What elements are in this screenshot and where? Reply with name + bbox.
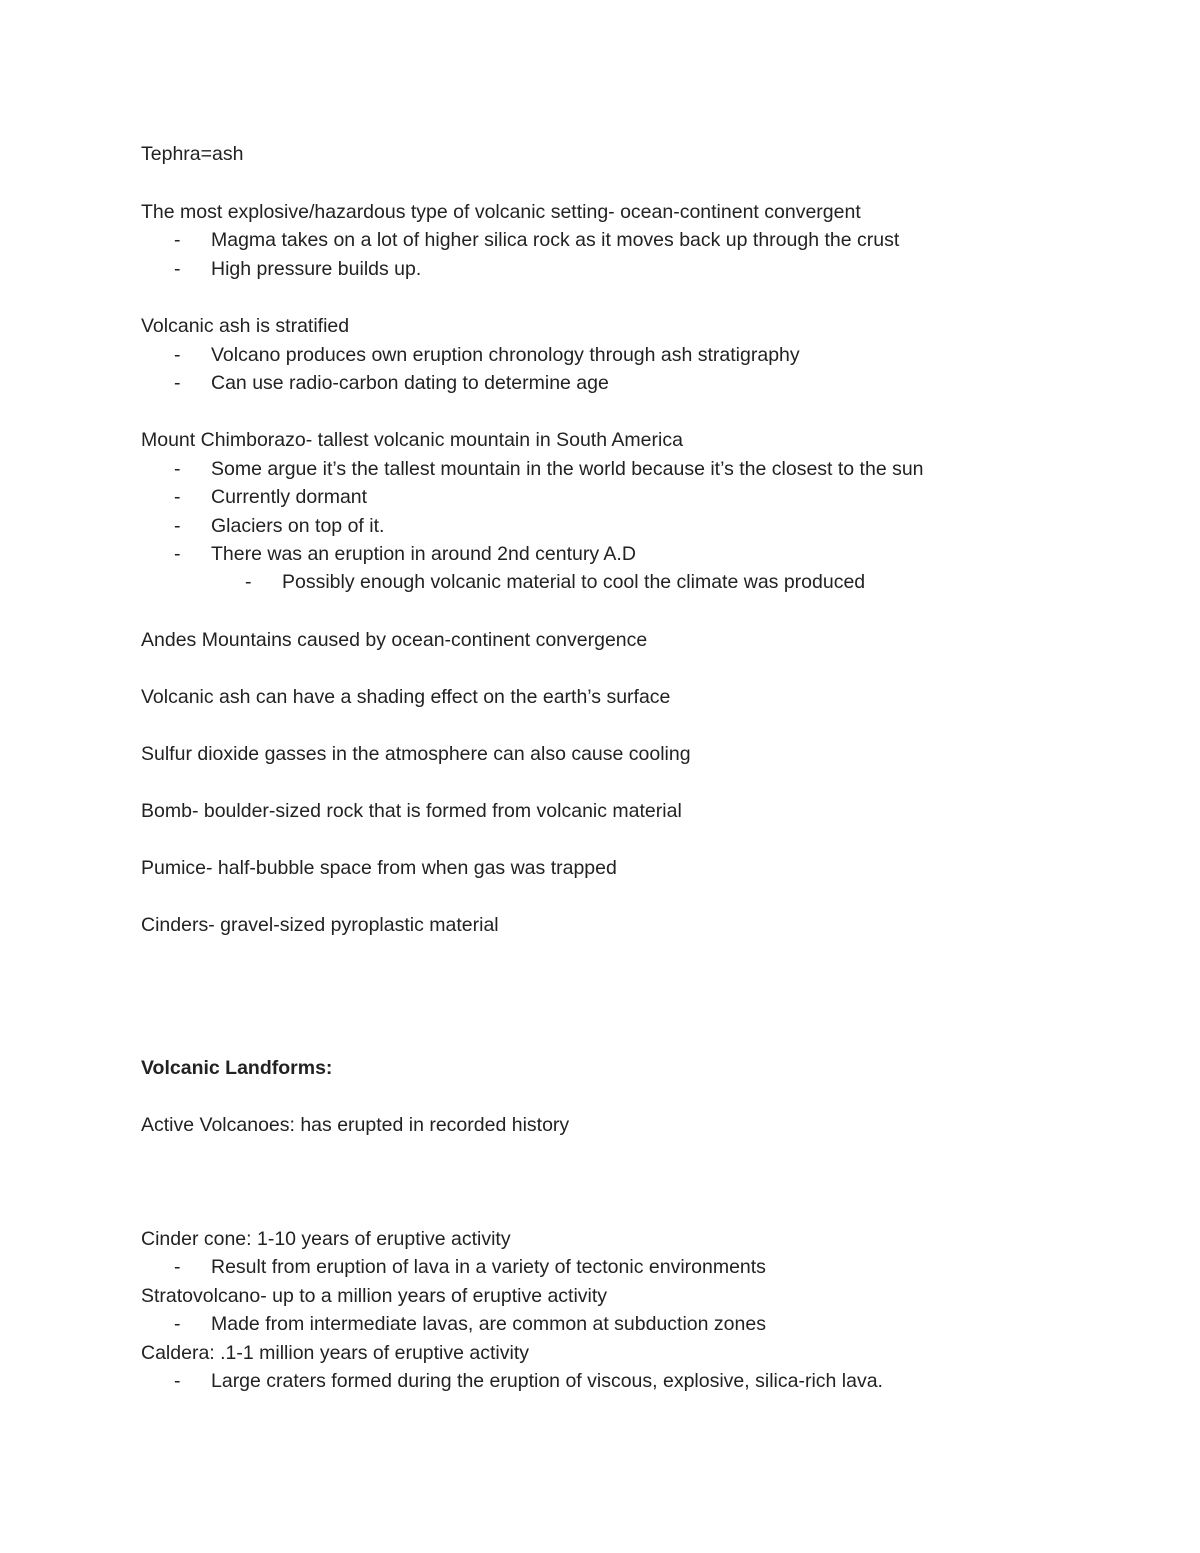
bullet-text: Possibly enough volcanic material to cool the climate was produced [282, 571, 866, 593]
bullet-dash: - [174, 1370, 181, 1392]
bomb-line: Bomb- boulder-sized rock that is formed from volcanic material [141, 800, 682, 822]
tephra-line: Tephra=ash [141, 143, 244, 165]
bullet-text: Magma takes on a lot of higher silica rock as it moves back up through the crust [211, 229, 900, 251]
explosive-setting-title: The most explosive/hazardous type of volcanic setting- ocean-continent convergent [141, 201, 861, 223]
cinder-cone-title: Cinder cone: 1-10 years of eruptive activity [141, 1228, 511, 1250]
bullet-dash: - [174, 372, 181, 394]
bullet-dash: - [245, 571, 252, 593]
bullet-text: There was an eruption in around 2nd century A.D [211, 543, 636, 565]
bullet-text: Can use radio-carbon dating to determine age [211, 372, 609, 394]
bullet-dash: - [174, 515, 181, 537]
bullet-dash: - [174, 344, 181, 366]
bullet-dash: - [174, 258, 181, 280]
bullet-text: Some argue it’s the tallest mountain in the world because it’s the closest to the sun [211, 458, 924, 480]
chimborazo-title: Mount Chimborazo- tallest volcanic mountain in South America [141, 429, 683, 451]
sulfur-line: Sulfur dioxide gasses in the atmosphere can also cause cooling [141, 743, 691, 765]
bullet-dash: - [174, 458, 181, 480]
bullet-text: Currently dormant [211, 486, 368, 508]
stratified-title: Volcanic ash is stratified [141, 315, 350, 337]
bullet-dash: - [174, 1313, 181, 1335]
bullet-dash: - [174, 229, 181, 251]
pumice-line: Pumice- half-bubble space from when gas was trapped [141, 857, 617, 879]
landforms-heading: Volcanic Landforms: [141, 1057, 333, 1079]
stratovolcano-title: Stratovolcano- up to a million years of eruptive activity [141, 1285, 608, 1307]
bullet-text: Result from eruption of lava in a variety of tectonic environments [211, 1256, 766, 1278]
bullet-text: Large craters formed during the eruption of viscous, explosive, silica-rich lava. [211, 1370, 883, 1392]
shading-line: Volcanic ash can have a shading effect on the earth’s surface [141, 686, 671, 708]
caldera-title: Caldera: .1-1 million years of eruptive activity [141, 1342, 529, 1364]
andes-line: Andes Mountains caused by ocean-continent convergence [141, 629, 648, 651]
bullet-text: High pressure builds up. [211, 258, 422, 280]
bullet-dash: - [174, 1256, 181, 1278]
active-volcanoes-line: Active Volcanoes: has erupted in recorded history [141, 1114, 570, 1136]
bullet-dash: - [174, 543, 181, 565]
bullet-dash: - [174, 486, 181, 508]
bullet-text: Glaciers on top of it. [211, 515, 385, 537]
bullet-text: Volcano produces own eruption chronology through ash stratigraphy [211, 344, 800, 366]
cinders-line: Cinders- gravel-sized pyroplastic material [141, 914, 499, 936]
bullet-text: Made from intermediate lavas, are common at subduction zones [211, 1313, 766, 1335]
